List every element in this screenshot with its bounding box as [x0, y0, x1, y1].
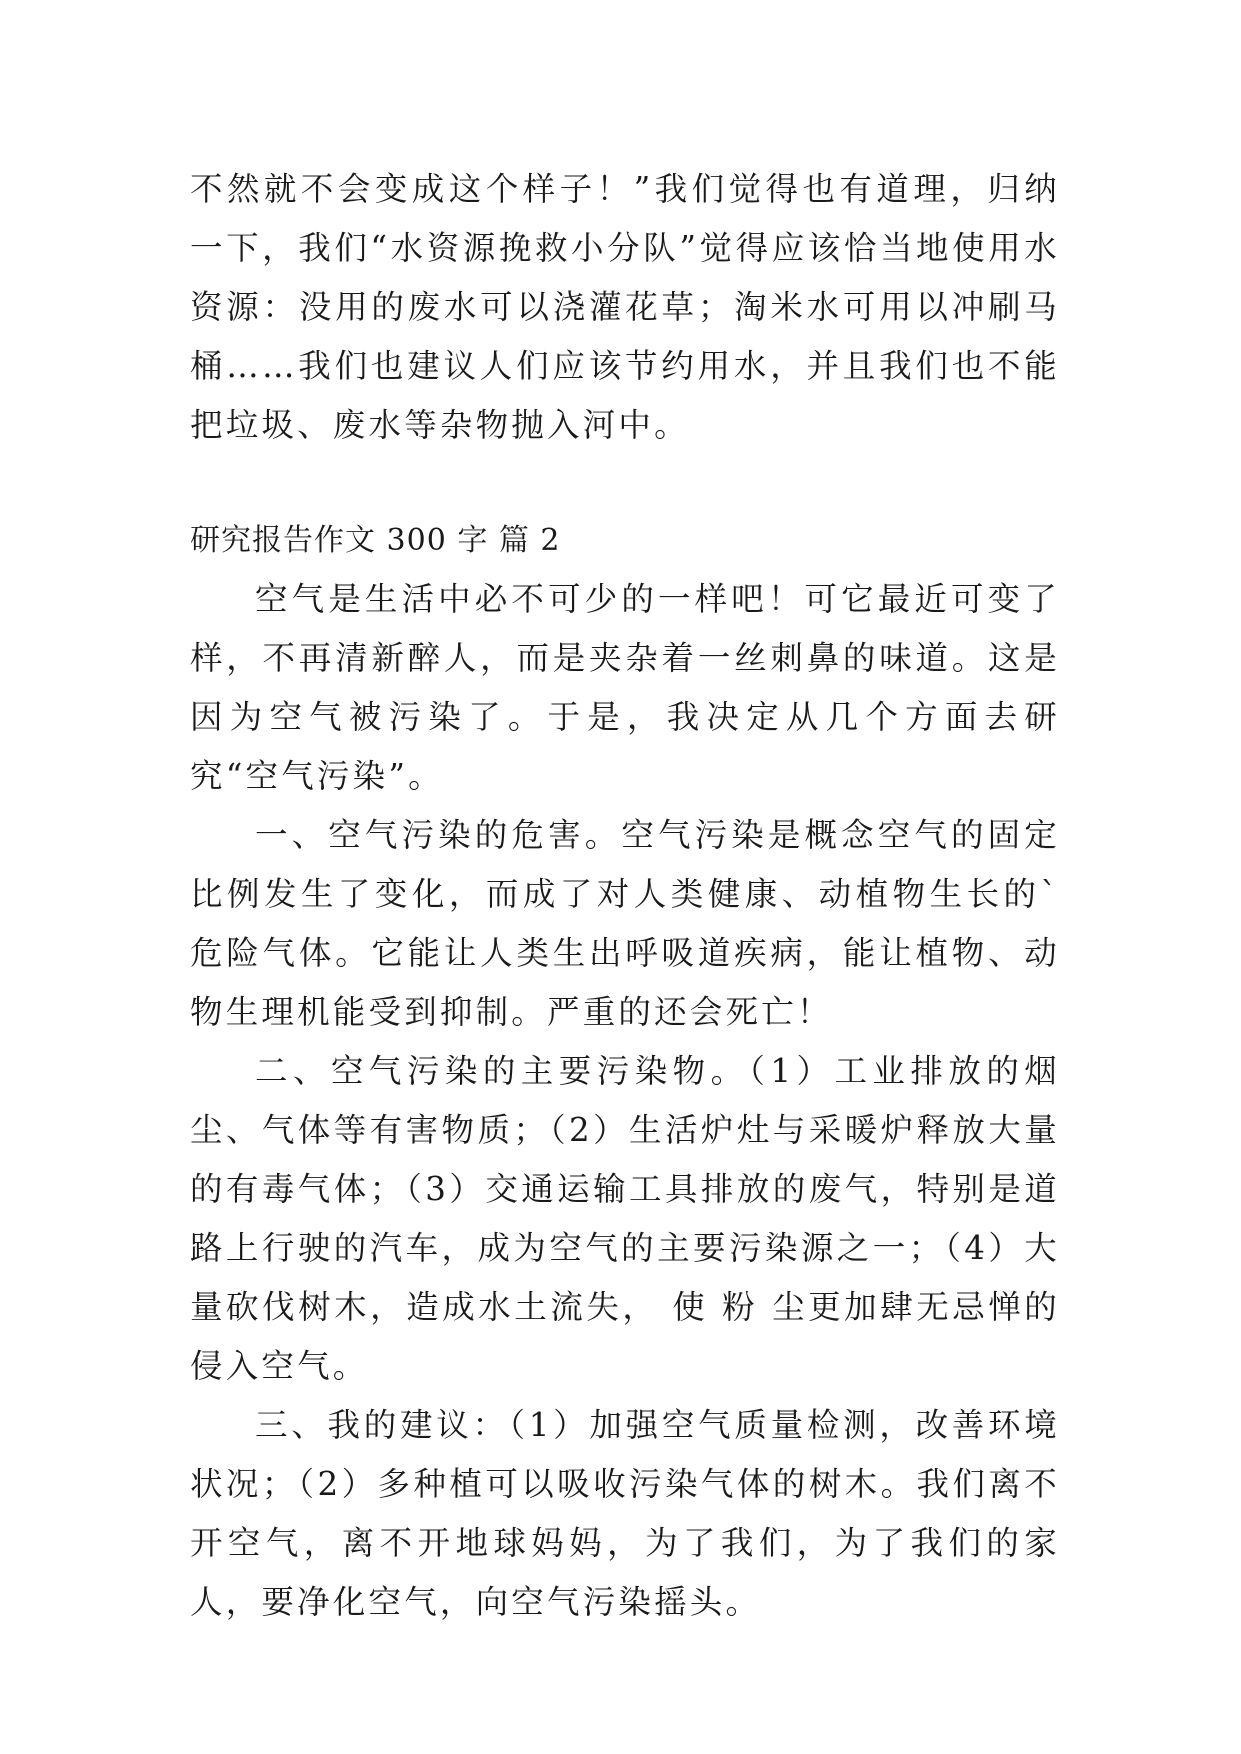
article1-closing-paragraph: 不然就不会变成这个样子！”我们觉得也有道理，归纳一下，我们“水资源挽救小分队”觉得应该恰当地使用水资源：没用的废水可以浇灌花草；淘米水可用以冲刷马桶……我们也建议人们应该节约用水，并且我们也不能把垃圾、废水等杂物抛入河中。 [190, 170, 1060, 444]
article2-paragraph-pollutants: 二、空气污染的主要污染物。（1）工业排放的烟尘、气体等有害物质；（2）生活炉灶与采暖炉释放大量的有毒气体；（3）交通运输工具排放的废气，特别是道路上行驶的汽车，成为空气的主要污染源之一；（4）大量砍伐树木，造成水土流失， 使 粉 尘更加肆无忌惮的侵入空气。 [190, 1052, 1060, 1385]
article2-paragraph-harm: 一、空气污染的危害。空气污染是概念空气的固定比例发生了变化，而成了对人类健康、动植物生长的`危险气体。它能让人类生出呼吸道疾病，能让植物、动物生理机能受到抑制。严重的还会死亡！ [190, 816, 1060, 1031]
article2-paragraph-suggestions: 三、我的建议：（1）加强空气质量检测，改善环境状况；（2）多种植可以吸收污染气体的树木。我们离不开空气，离不开地球妈妈，为了我们，为了我们的家人，要净化空气，向空气污染摇头。 [190, 1406, 1060, 1621]
article2-heading: 研究报告作文 300 字 篇 2 [190, 523, 561, 558]
article2-paragraph-intro: 空气是生活中必不可少的一样吧！可它最近可变了样，不再清新醉人，而是夹杂着一丝刺鼻的味道。这是因为空气被污染了。于是，我决定从几个方面去研究“空气污染”。 [190, 580, 1060, 795]
document-body [190, 160, 1060, 1632]
